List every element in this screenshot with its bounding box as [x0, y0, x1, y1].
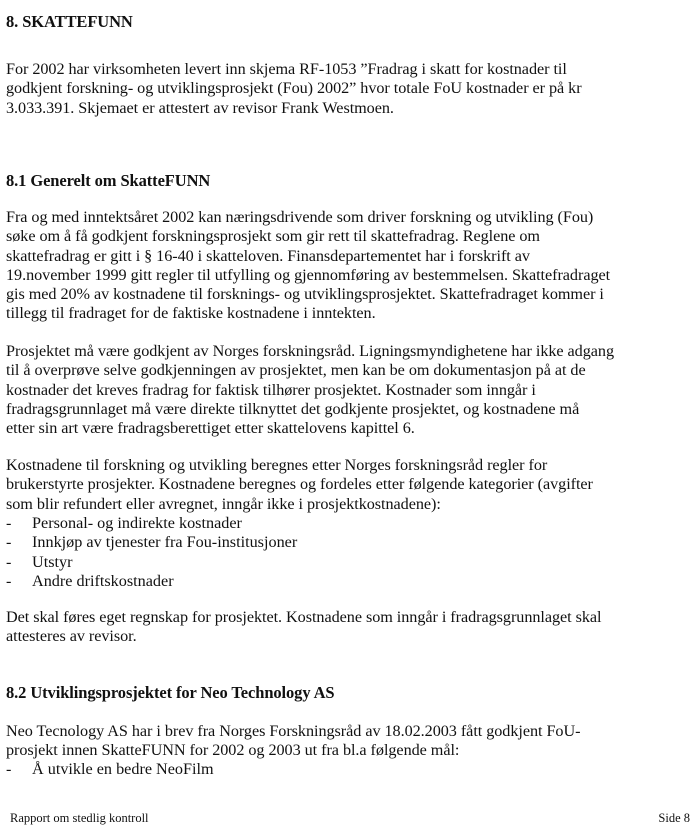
text-line: godkjent forskning- og utviklingsprosjekt (Fou) 2002” hvor totale FoU kostnader er på kr	[6, 79, 582, 98]
text-line: Prosjektet må være godkjent av Norges forskningsråd. Ligningsmyndighetene har ikke adgang	[6, 342, 614, 360]
list-item-text: Utstyr	[32, 552, 73, 571]
dash-bullet: -	[6, 571, 12, 590]
section-8-1-paragraph-4	[6, 608, 698, 647]
list-item-text: Personal- og indirekte kostnader	[32, 514, 242, 532]
cost-categories-list	[6, 514, 297, 591]
project-goals-list	[6, 760, 214, 779]
list-item	[6, 514, 297, 533]
list-item	[6, 533, 297, 552]
footer-report-title: Rapport om stedlig kontroll	[10, 811, 149, 825]
text-line: Fra og med inntektsåret 2002 kan næringsdrivende som driver forskning og utvikling (Fou)	[6, 208, 594, 226]
text-line: skattefradrag er gitt i § 16-40 i skatteloven. Finansdepartementet har i forskrift av	[6, 246, 530, 265]
text-line: fradragsgrunnlaget må være direkte tilknyttet det godkjente prosjektet, og kostnadene må	[6, 399, 580, 418]
section-heading-8: 8. SKATTEFUNN	[6, 12, 133, 31]
section-heading-8-1: 8.1 Generelt om SkatteFUNN	[6, 171, 211, 190]
text-line: 19.november 1999 gitt regler til utfylling og gjennomføring av bestemmelsen. Skattefradraget	[6, 265, 611, 284]
text-line: søke om å få godkjent forskningsprosjekt som gir rett til skattefradrag. Reglene om	[6, 227, 540, 246]
list-item-text: Andre driftskostnader	[32, 571, 174, 590]
dash-bullet: -	[6, 533, 12, 552]
text-line: prosjekt innen SkatteFUNN for 2002 og 2003 ut fra bl.a følgende mål:	[6, 741, 460, 760]
dash-bullet: -	[6, 760, 12, 778]
dash-bullet: -	[6, 514, 12, 532]
text-line: brukerstyrte prosjekter. Kostnadene beregnes og fordeles etter følgende kategorier (avgifter	[6, 475, 593, 494]
list-item-text: Innkjøp av tjenester fra Fou-institusjoner	[32, 533, 298, 552]
text-line: Neo Tecnology AS har i brev fra Norges Forskningsråd av 18.02.2003 fått godkjent FoU-	[6, 722, 581, 740]
section-heading-8-2: 8.2 Utviklingsprosjektet for Neo Technology AS	[6, 683, 335, 702]
text-line: Det skal føres eget regnskap for prosjektet. Kostnadene som inngår i fradragsgrunnlaget skal	[6, 608, 602, 626]
text-line: attesteres av revisor.	[6, 627, 137, 646]
dash-bullet: -	[6, 552, 12, 571]
list-item	[6, 572, 297, 591]
text-line: etter sin art være fradragsberettiget etter skattelovens kapittel 6.	[6, 419, 415, 438]
section-8-intro-paragraph	[6, 60, 698, 118]
text-line: 3.033.391. Skjemaet er attestert av revisor Frank Westmoen.	[6, 98, 394, 117]
footer-page-number: Side 8	[658, 811, 690, 825]
text-line: For 2002 har virksomheten levert inn skjema RF-1053 ”Fradrag i skatt for kostnader til	[6, 60, 567, 78]
text-line: kostnader det kreves fradrag for faktisk tilhører prosjektet. Kostnader som inngår i	[6, 380, 536, 399]
text-line: som blir refundert eller avregnet, inngår ikke i prosjektkostnadene):	[6, 494, 441, 513]
text-line: Kostnadene til forskning og utvikling beregnes etter Norges forskningsråd regler for	[6, 456, 548, 474]
section-8-1-paragraph-1	[6, 208, 698, 324]
section-8-2-paragraph-1	[6, 722, 698, 761]
list-item	[6, 760, 214, 779]
text-line: tillegg til fradraget for de faktiske kostnadene i inntekten.	[6, 304, 376, 323]
list-item	[6, 553, 297, 572]
text-line: til å overprøve selve godkjenningen av prosjektet, men kan be om dokumentasjon på at de	[6, 361, 586, 380]
section-8-1-paragraph-3	[6, 456, 698, 514]
section-8-1-paragraph-2	[6, 342, 698, 438]
text-line: gis med 20% av kostnadene til forsknings- og utviklingsprosjektet. Skattefradraget kommer i	[6, 285, 604, 304]
list-item-text: Å utvikle en bedre NeoFilm	[32, 760, 214, 778]
